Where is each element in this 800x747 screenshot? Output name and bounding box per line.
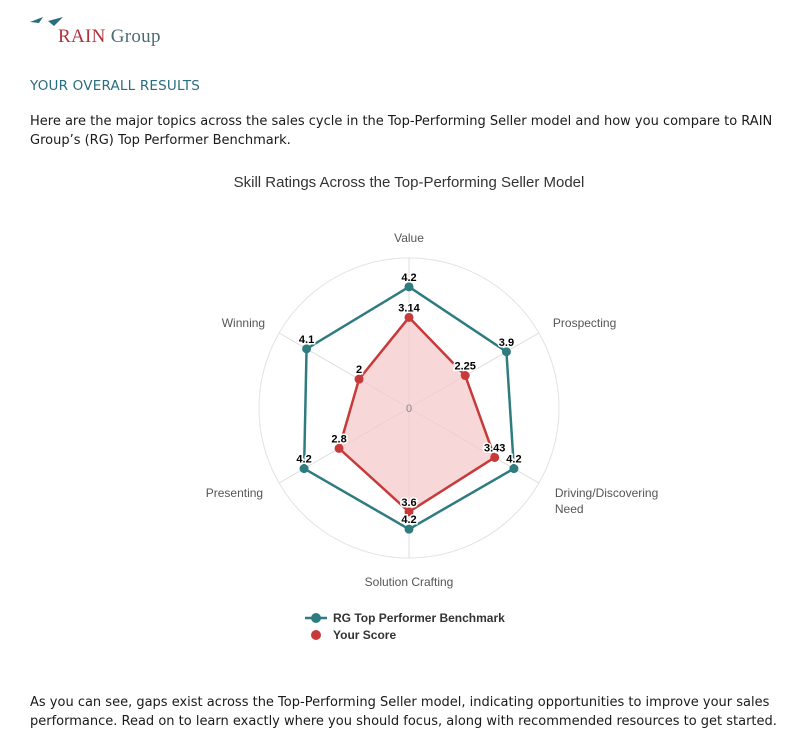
data-label-rg-top-performer-benchmark-1: 3.9 bbox=[498, 336, 515, 349]
logo-wordmark bbox=[58, 26, 161, 48]
logo-brand: RAIN bbox=[58, 26, 106, 47]
intro-paragraph: Here are the major topics across the sales cycle in the Top-Performing Seller model and how you compare to RAIN Group’s (RG) Top Performer Benchmark. bbox=[30, 114, 773, 148]
data-label-your-score-4: 2.8 bbox=[331, 433, 347, 446]
chart-title: Skill Ratings Across the Top-Performing Seller Model bbox=[233, 174, 585, 191]
axis-label-value: Value bbox=[394, 231, 424, 245]
logo-word: Group bbox=[110, 26, 161, 47]
axis-label-winning: Winning bbox=[221, 316, 266, 330]
rain-group-logo bbox=[30, 16, 170, 50]
legend-marker-symbol bbox=[311, 613, 321, 623]
chart-legend[interactable] bbox=[305, 611, 505, 642]
data-label-rg-top-performer-benchmark-5: 4.1 bbox=[298, 333, 315, 346]
series-your-score bbox=[339, 317, 495, 511]
axis-label-driving-discovering-need: Driving/Discovering Need bbox=[554, 486, 659, 516]
legend-item-rg-top-performer-benchmark[interactable] bbox=[305, 611, 505, 625]
data-label-rg-top-performer-benchmark-3: 4.2 bbox=[401, 514, 417, 527]
legend-label: Your Score bbox=[333, 628, 397, 642]
data-label-your-score-1: 2.25 bbox=[454, 360, 476, 373]
legend-label: RG Top Performer Benchmark bbox=[333, 611, 505, 625]
data-label-your-score-3: 3.6 bbox=[401, 496, 417, 509]
outro-paragraph: As you can see, gaps exist across the Top-Performing Seller model, indicating opportunities to improve your sales performance. Read on to learn exactly where you should focus, along with recommended resources to get started. bbox=[30, 695, 777, 729]
radar-chart bbox=[0, 165, 800, 665]
data-label-rg-top-performer-benchmark-2: 4.2 bbox=[506, 453, 522, 466]
axis-label-prospecting: Prospecting bbox=[552, 316, 617, 330]
data-label-your-score-5: 2 bbox=[355, 364, 363, 377]
legend-marker-symbol bbox=[311, 630, 321, 640]
axis-label-presenting: Presenting bbox=[205, 486, 264, 500]
data-label-your-score-2: 3.43 bbox=[483, 442, 506, 455]
data-label-rg-top-performer-benchmark-0: 4.2 bbox=[401, 271, 417, 284]
section-title: YOUR OVERALL RESULTS bbox=[30, 78, 201, 94]
radial-center-label: 0 bbox=[405, 403, 413, 415]
data-label-rg-top-performer-benchmark-4: 4.2 bbox=[296, 453, 312, 466]
axis-label-solution-crafting: Solution Crafting bbox=[364, 575, 454, 589]
legend-item-your-score[interactable] bbox=[311, 628, 396, 642]
data-label-your-score-0: 3.14 bbox=[398, 302, 420, 315]
